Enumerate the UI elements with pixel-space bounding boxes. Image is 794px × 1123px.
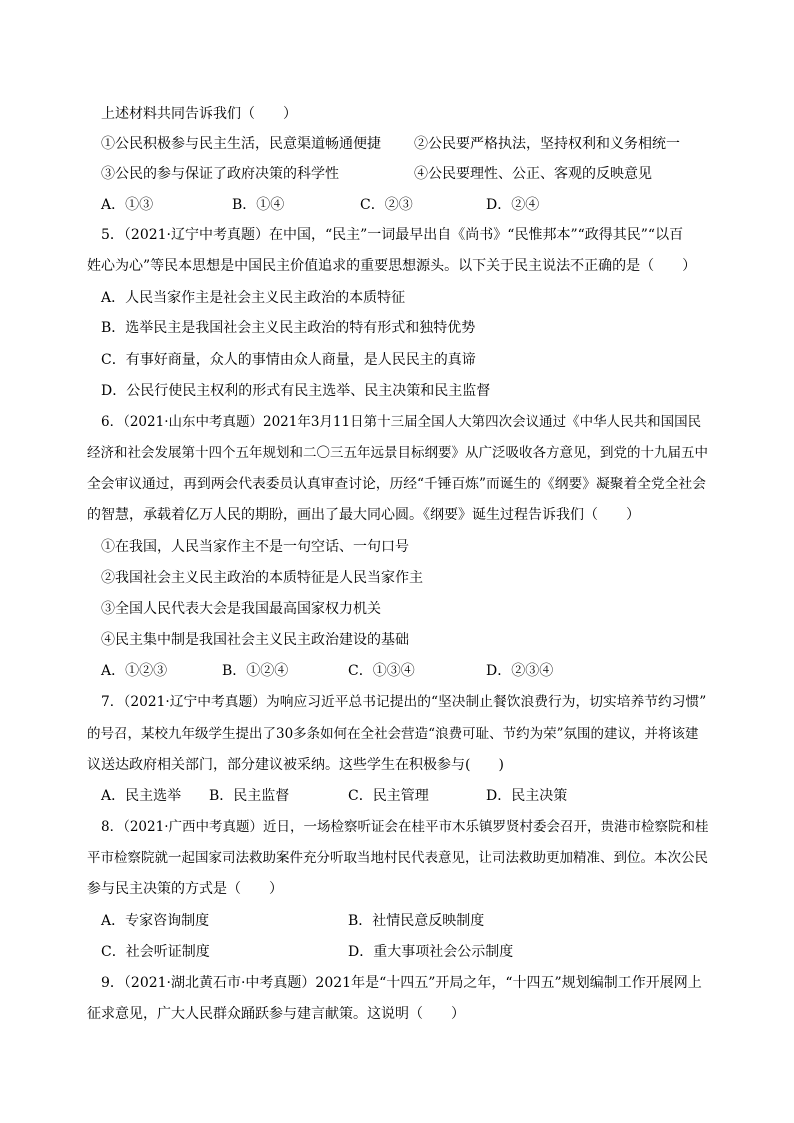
q4-option-2: ②公民要严格执法，坚持权利和义务相统一 [414,136,680,152]
q7-choice-b: B．民主监督 [209,788,290,804]
q8-stem-line-2: 平市检察院就一起国家司法救助案件充分听取当地村民代表意见，让司法救助更加精准、到位。本次公民 [87,850,708,866]
q6-choice-a: A．①②③ [101,663,168,679]
q7-stem-line-2: 的号召，某校九年级学生提出了30多条如何在全社会营造“浪费可耻、节约为荣”氛围的建议，并将该建 [87,726,699,742]
q6-stem-line-2: 经济和社会发展第十四个五年规划和二〇三五年远景目标纲要》从广泛吸收各方意见，到党的十九届五中 [87,445,708,461]
q8-choice-c: C．社会听证制度 [101,944,210,960]
q6-option-1: ①在我国，人民当家作主不是一句空话、一句口号 [101,539,409,555]
q5-stem-line-2: 姓心为心”等民本思想是中国民主价值追求的重要思想源头。以下关于民主说法不正确的是（ ） [87,258,697,274]
q7-choice-a: A．民主选举 [101,788,182,804]
q4-option-4: ④公民要理性、公正、客观的反映意见 [414,166,652,182]
q6-stem-line-3: 全会审议通过，再到两会代表委员认真审查讨论，历经“千锤百炼”而诞生的《纲要》凝聚着全党全社会 [87,476,707,492]
q9-stem-line-1: 9．（2021·湖北黄石市·中考真题）2021年是“十四五”开局之年，“十四五”规划编制工作开展网上 [101,975,702,991]
q8-choice-a: A．专家咨询制度 [101,913,210,929]
q7-choice-c: C．民主管理 [348,788,429,804]
q7-stem-line-3: 议送达政府相关部门，部分建议被采纳。这些学生在积极参与( ) [87,757,504,773]
q7-stem-line-1: 7．（2021·辽宁中考真题）为响应习近平总书记提出的“坚决制止餐饮浪费行为，切实培养节约习惯” [101,694,707,710]
q4-option-3: ③公民的参与保证了政府决策的科学性 [101,166,339,182]
q5-choice-c: C．有事好商量，众人的事情由众人商量，是人民民主的真谛 [101,352,476,368]
q5-choice-a: A．人民当家作主是社会主义民主政治的本质特征 [101,290,406,306]
q6-choice-d: D．②③④ [486,663,554,679]
q6-option-3: ③全国人民代表大会是我国最高国家权力机关 [101,601,381,617]
q6-choice-b: B．①②④ [222,663,289,679]
q4-choice-c: C．②③ [360,197,413,213]
q6-choice-c: C．①③④ [348,663,415,679]
q4-stem: 上述材料共同告诉我们（ ） [101,106,297,122]
q8-stem-line-1: 8．（2021·广西中考真题）近日，一场检察听证会在桂平市木乐镇罗贤村委会召开，贵港市检察院和桂 [101,819,709,835]
q8-stem-line-3: 参与民主决策的方式是（ ） [87,881,283,897]
q6-stem-line-4: 的智慧，承载着亿万人民的期盼，画出了最大同心圆。《纲要》诞生过程告诉我们（ ） [87,507,640,523]
q6-stem-line-1: 6．（2021·山东中考真题）2021年3月11日第十三届全国人大第四次会议通过《中华人民共和国国民 [101,414,702,430]
q5-choice-b: B．选举民主是我国社会主义民主政治的特有形式和独特优势 [101,320,476,336]
q8-choice-b: B．社情民意反映制度 [348,913,485,929]
q7-choice-d: D．民主决策 [486,788,568,804]
q9-stem-line-2: 征求意见，广大人民群众踊跃参与建言献策。这说明（ ） [87,1006,465,1022]
q4-choice-d: D．②④ [486,197,540,213]
q4-choice-a: A．①③ [101,197,154,213]
q6-option-4: ④民主集中制是我国社会主义民主政治建设的基础 [101,632,409,648]
q5-choice-d: D．公民行使民主权利的形式有民主选举、民主决策和民主监督 [101,383,491,399]
q6-option-2: ②我国社会主义民主政治的本质特征是人民当家作主 [101,570,423,586]
q4-option-1: ①公民积极参与民主生活，民意渠道畅通便捷 [101,136,381,152]
q4-choice-b: B．①④ [232,197,285,213]
q5-stem-line-1: 5．（2021·辽宁中考真题）在中国，“民主”一词最早出自《尚书》“民惟邦本”“政得其民”“以百 [101,227,684,243]
q8-choice-d: D．重大事项社会公示制度 [348,944,514,960]
